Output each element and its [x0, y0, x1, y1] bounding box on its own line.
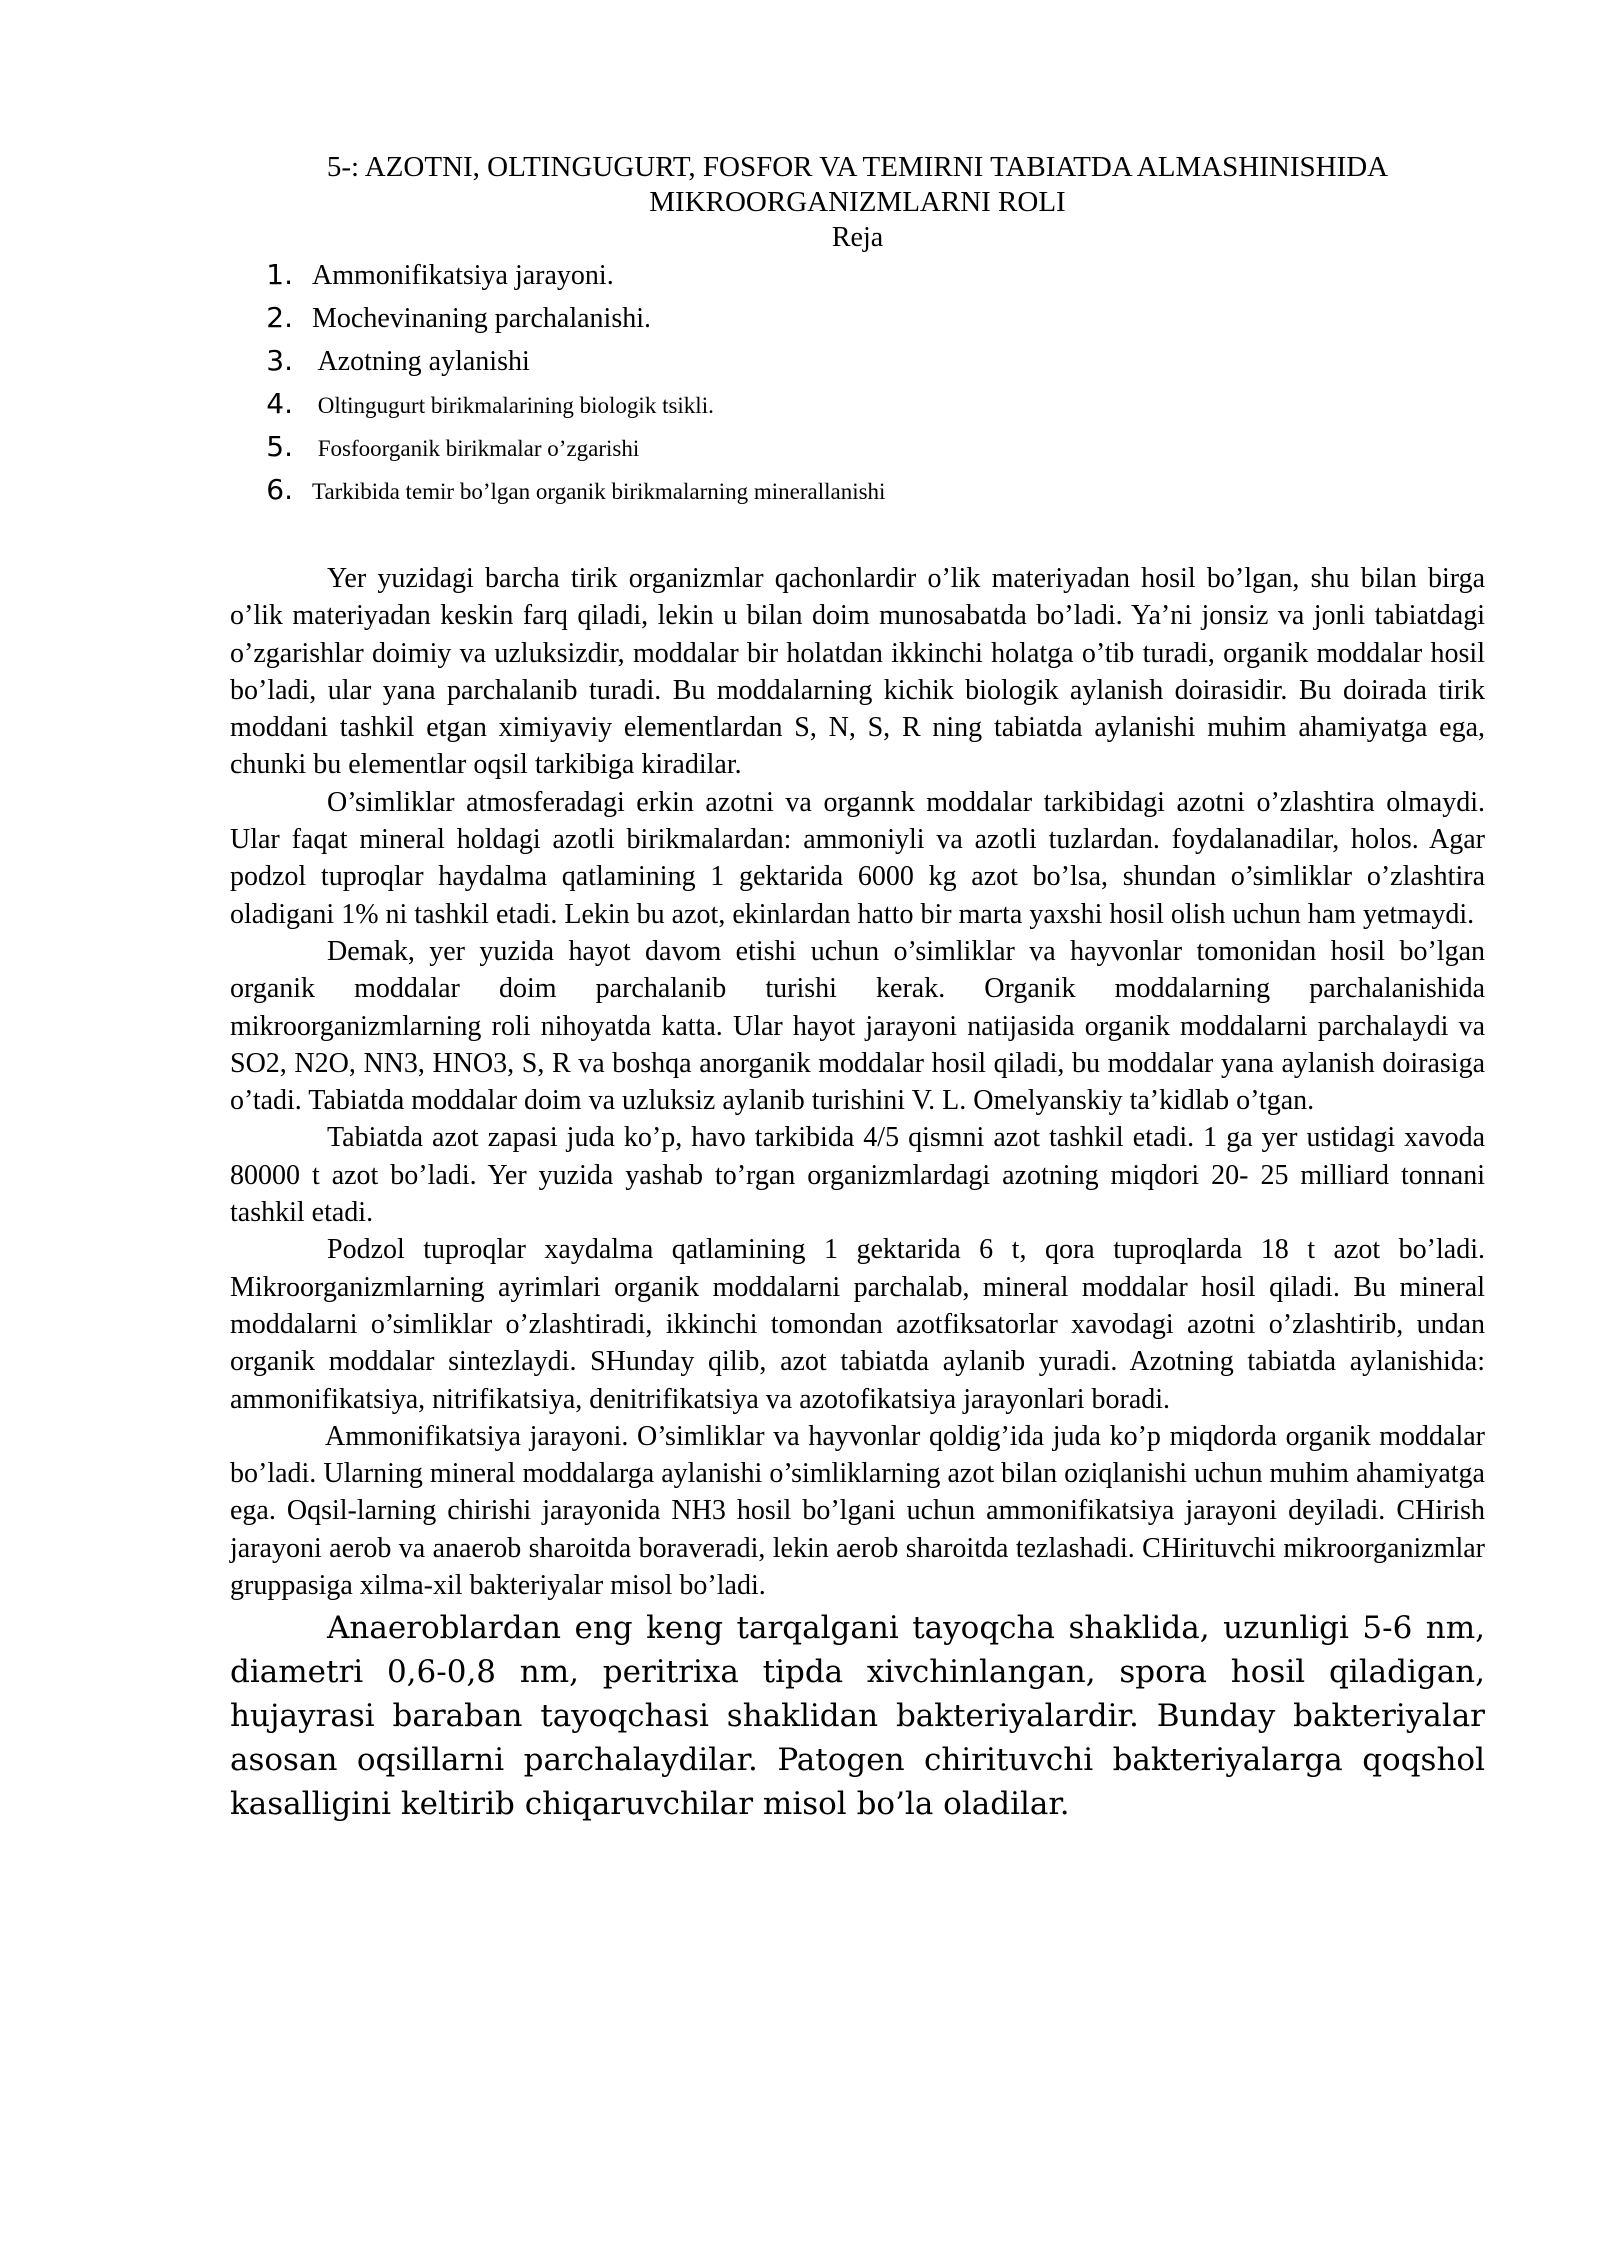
paragraph: O’simliklar atmosferadagi erkin azotni va organnk moddalar tarkibidagi azotni o’zlashtira olmaydi. Ular faqat mineral holdagi azotli birikmalardan: ammoniyli va azotli tuzlardan. foydalanadilar, holos. Agar podzol tuproqlar haydalma qatlamining 1 gektarida 6000 kg azot bo’lsa, shundan o’simliklar o’zlashtira oladigani 1% ni tashkil etadi. Lekin bu azot, ekinlardan hatto bir marta yaxshi hosil olish uchun ham yetmaydi. — [230, 786, 1485, 930]
plan-item-text: Mochevinaning parchalanishi. — [312, 303, 652, 334]
plan-heading: Reja — [831, 222, 884, 253]
plan-item-number: 3. — [266, 344, 293, 377]
plan-item — [230, 473, 1485, 516]
plan-item-text: Tarkibida temir bo’lgan organik birikmalarning minerallanishi — [312, 479, 886, 504]
plan-item-number: 6. — [266, 473, 293, 506]
plan-item — [230, 301, 1485, 344]
plan-item — [230, 387, 1485, 430]
title-line-2: MIKROORGANIZMLARNI ROLI — [649, 186, 1066, 218]
plan-item-text: Ammonifikatsiya jarayoni. — [312, 260, 614, 291]
paragraph: Demak, yer yuzida hayot davom etishi uchun o’simliklar va hayvonlar tomonidan hosil bo’lgan organik moddalar doim parchalanib turishi kerak. Organik moddalarning parchalanishida mikroorganizmlarning roli nihoyatda katta. Ular hayot jarayoni natijasida organik moddalarni parchalaydi va SO2, N2O, NN3, HNO3, S, R va boshqa anorganik moddalar hosil qiladi, bu moddalar yana aylanish doirasiga o’tadi. Tabiatda moddalar doim va uzluksiz aylanib turishini V. L. Omelyanskiy ta’kidlab o’tgan. — [230, 935, 1485, 1117]
paragraph-large: Anaeroblardan eng keng tarqalgani tayoqcha shaklida, uzunligi 5-6 nm, diametri 0,6-0,8 nm, peritrixa tipda xivchinlangan, spora hosil qiladigan, hujayrasi baraban tayoqchasi shaklidan bakteriyalardir. Bunday bakteriyalar asosan oqsillarni parchalaydilar. Patogen chirituvchi bakteriyalarga qoqshol kasalligini keltirib chiqaruvchilar misol bo’la oladilar. — [230, 1610, 1485, 1823]
paragraph: Yer yuzidagi barcha tirik organizmlar qachonlardir o’lik materiyadan hosil bo’lgan, shu bilan birga o’lik materiyadan keskin farq qiladi, lekin u bilan doim munosabatda bo’ladi. Ya’ni jonsiz va jonli tabiatdagi o’zgarishlar doimiy va uzluksizdir, moddalar bir holatdan ikkinchi holatga o’tib turadi, organik moddalar hosil bo’ladi, ular yana parchalanib turadi. Bu moddalarning kichik biologik aylanish doirasidir. Bu doirada tirik moddani tashkil etgan ximiyaviy elementlardan S, N, S, R ning tabiatda aylanishi muhim ahamiyatga ega, chunki bu elementlar oqsil tarkibiga kiradilar. — [230, 563, 1485, 781]
plan-item-text: Oltingugurt birikmalarining biologik tsikli. — [312, 393, 714, 418]
paragraph: Podzol tuproqlar xaydalma qatlamining 1 gektarida 6 t, qora tuproqlarda 18 t azot bo’ladi. Mikroorganizmlarning ayrimlari organik moddalarni parchalab, mineral moddalar hosil qiladi. Bu mineral moddalarni o’simliklar o’zlashtiradi, ikkinchi tomondan azotfiksatorlar xavodagi azotni o’zlashtirib, undan organik moddalar sintezlaydi. SHunday qilib, azot tabiatda aylanib yuradi. Azotning tabiatda aylanishida: ammonifikatsiya, nitrifikatsiya, denitrifikatsiya va azotofikatsiya jarayonlari boradi. — [230, 1234, 1485, 1415]
plan-item-number: 5. — [266, 430, 293, 463]
document-page — [230, 150, 1485, 1826]
plan-item-text: Fosfoorganik birikmalar o’zgarishi — [312, 436, 640, 461]
plan-list — [230, 258, 1485, 516]
plan-item-number: 1. — [266, 258, 293, 291]
plan-item-number: 4. — [266, 387, 293, 420]
plan-item — [230, 258, 1485, 301]
paragraph: Ammonifikatsiya jarayoni. O’simliklar va hayvonlar qoldig’ida juda ko’p miqdorda organik moddalar bo’ladi. Ularning mineral moddalarga aylanishi o’simliklarning azot bilan oziqlanishi uchun muhim ahamiyatga ega. Oqsil-larning chirishi jarayonida NH3 hosil bo’lgani uchun ammonifikatsiya jarayoni deyiladi. CHirish jarayoni aerob va anaerob sharoitda boraveradi, lekin aerob sharoitda tezlashadi. CHirituvchi mikroorganizmlar gruppasiga xilma-xil bakteriyalar misol bo’ladi. — [230, 1420, 1485, 1602]
title-line-1: 5-: AZOTNI, OLTINGUGURT, FOSFOR VA TEMIRNI TABIATDA ALMASHINISHIDA — [326, 151, 1389, 183]
plan-item — [230, 344, 1485, 387]
paragraph: Tabiatda azot zapasi juda ko’p, havo tarkibida 4/5 qismni azot tashkil etadi. 1 ga yer ustidagi xavoda 80000 t azot bo’ladi. Yer yuzida yashab to’rgan organizmlardagi azotning miqdori 20- 25 milliard tonnani tashkil etadi. — [230, 1122, 1485, 1229]
document-title — [230, 150, 1485, 220]
plan-item-number: 2. — [266, 301, 293, 334]
plan-item-text: Azotning aylanishi — [312, 346, 530, 377]
body-text — [230, 560, 1485, 1826]
plan-item — [230, 430, 1485, 473]
